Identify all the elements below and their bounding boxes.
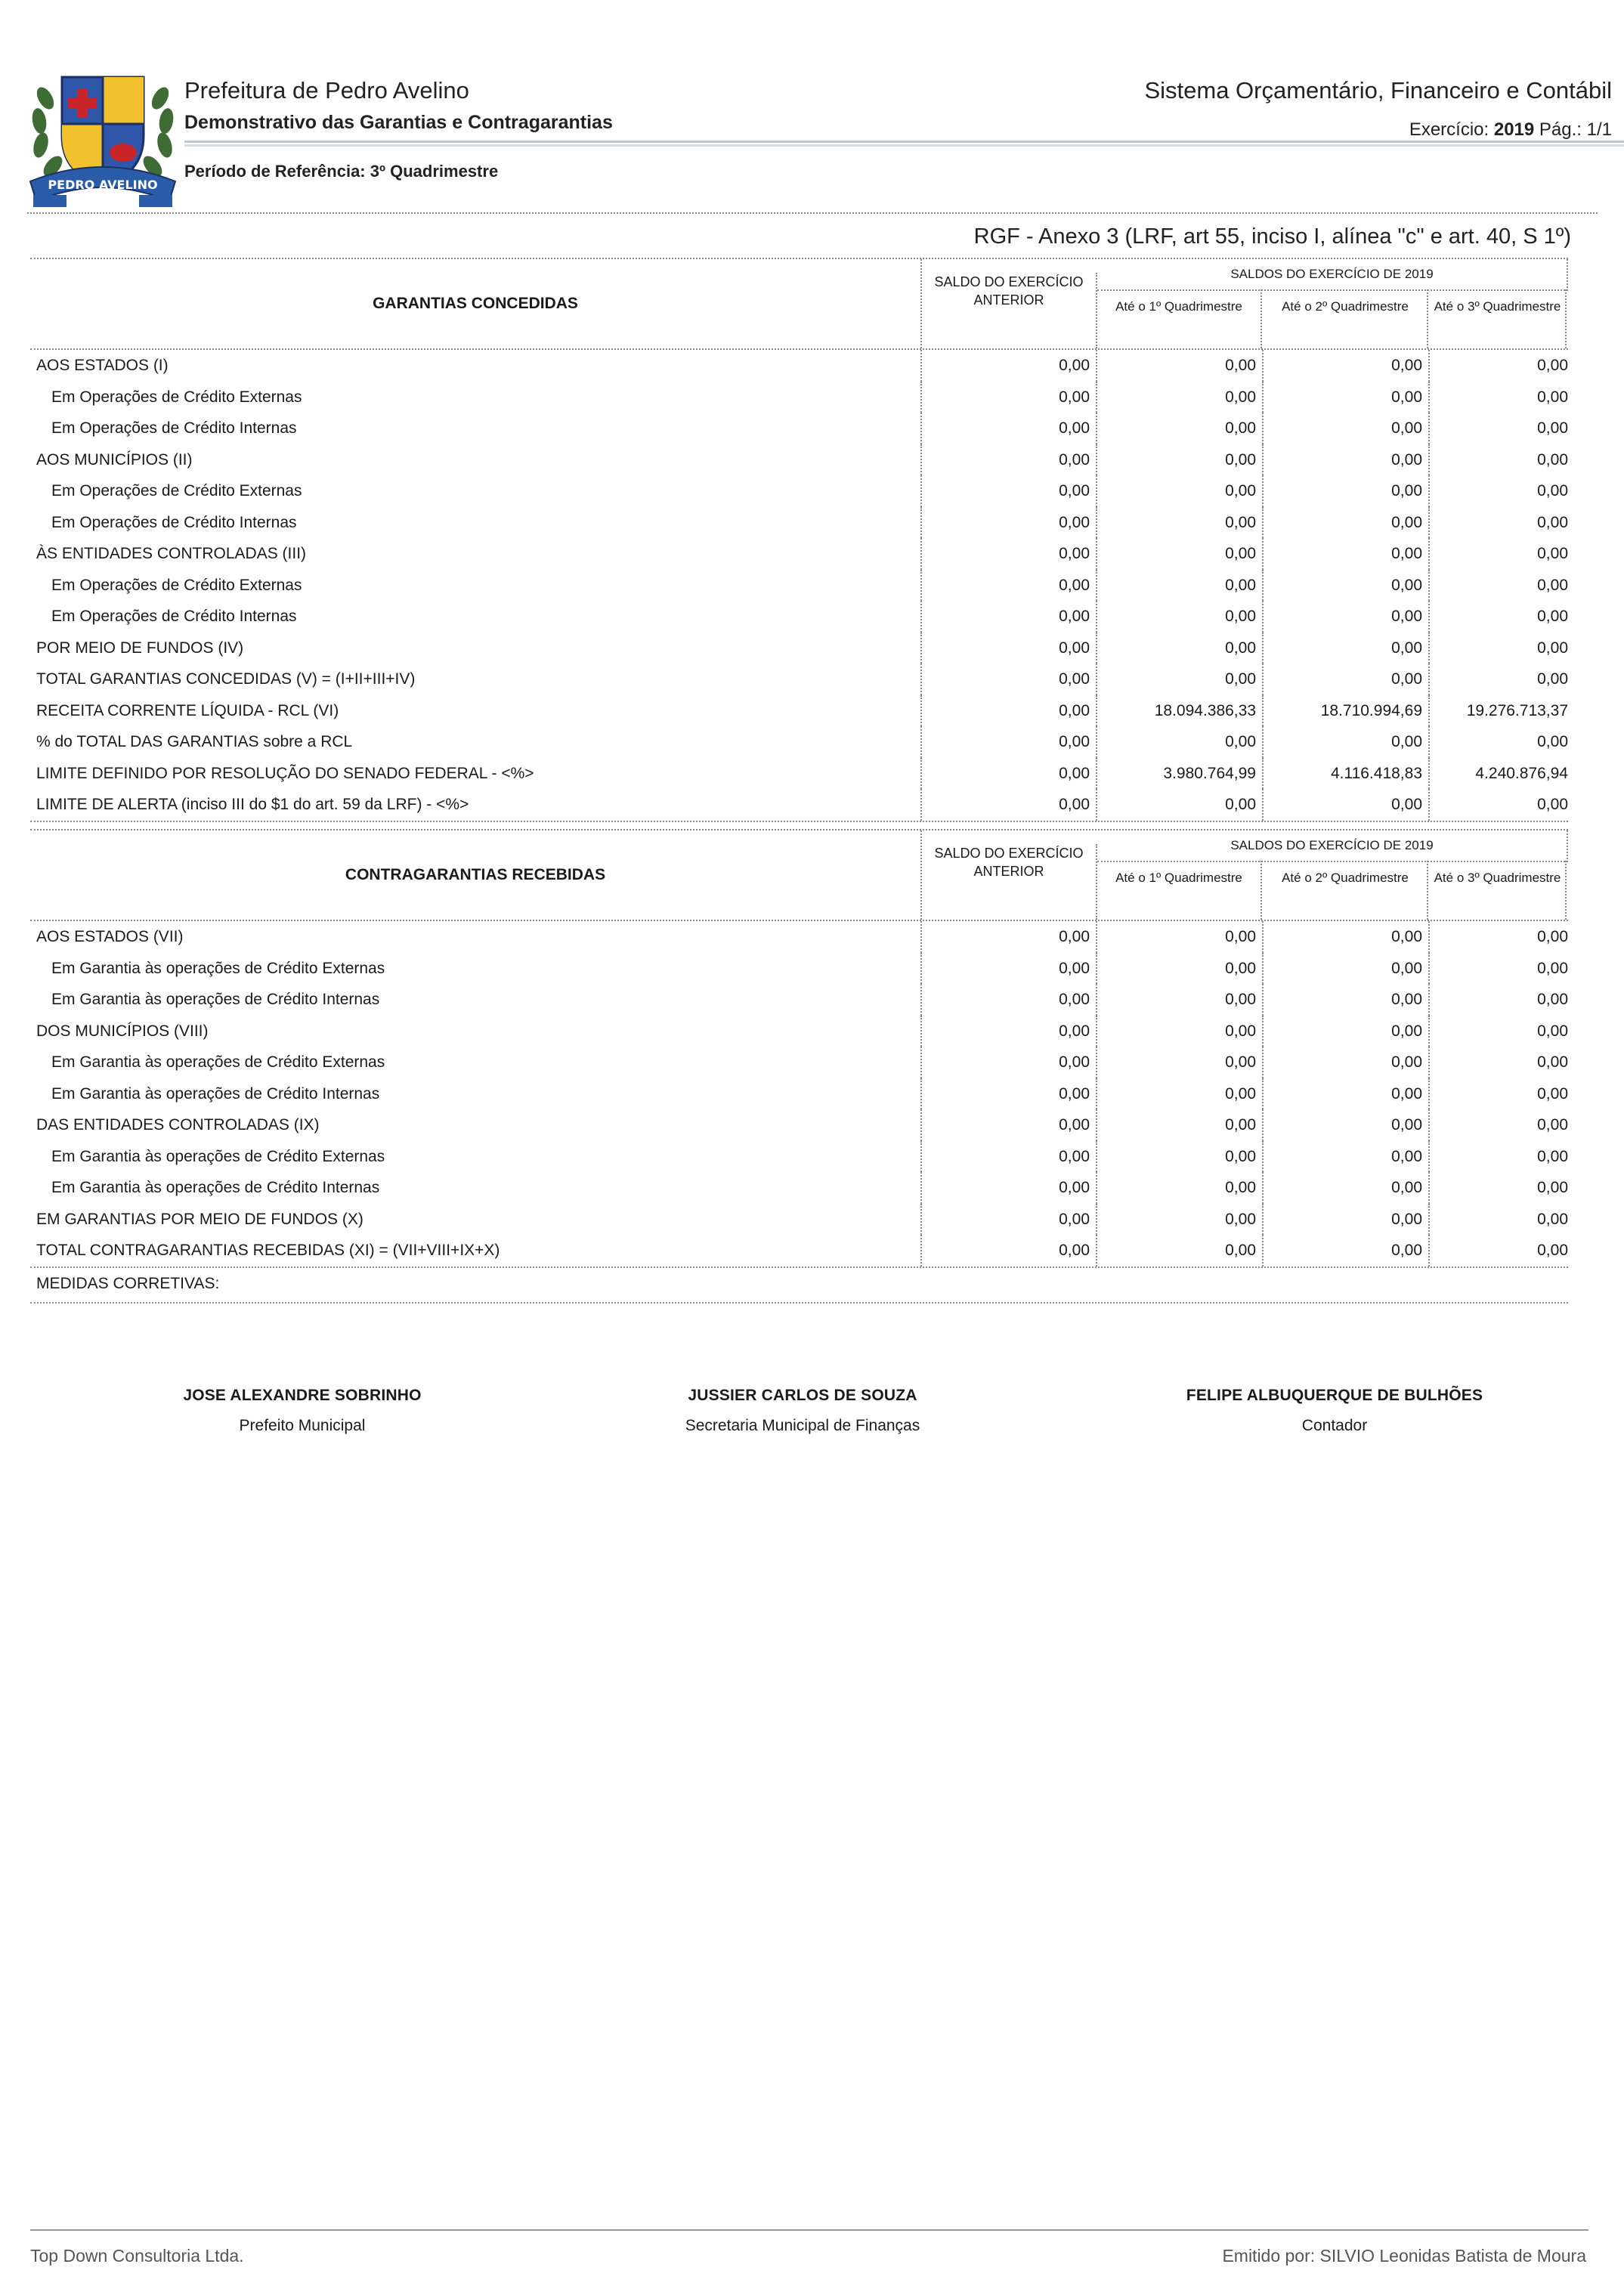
row-label-cell (30, 984, 922, 1016)
signature-finance-secretary (591, 1387, 1014, 1435)
signature-mayor (91, 1387, 514, 1435)
table-row (30, 758, 1568, 790)
row-label-cell (30, 601, 922, 633)
q3-value: 0,00 (1537, 1147, 1568, 1165)
row-label-cell (30, 382, 922, 413)
previous-balance-value: 0,00 (922, 953, 1097, 985)
q2-value: 0,00 (1264, 1047, 1430, 1078)
q3-value: 4.240.876,94 (1475, 764, 1568, 782)
q1-value: 0,00 (1097, 475, 1264, 507)
row-label: DAS ENTIDADES CONTROLADAS (IX) (36, 1116, 320, 1134)
row-label: Em Operações de Crédito Internas (51, 513, 297, 531)
previous-balance-value: 0,00 (922, 726, 1097, 758)
previous-balance-value: 0,00 (922, 601, 1097, 633)
period-balances-header: SALDOS DO EXERCÍCIO DE 2019 (1097, 259, 1568, 291)
q1-value: 0,00 (1097, 633, 1264, 664)
row-label-cell (30, 953, 922, 985)
row-label: Em Operações de Crédito Externas (51, 388, 302, 406)
q2-value: 0,00 (1264, 633, 1430, 664)
q3-value: 0,00 (1537, 545, 1568, 562)
q1-value: 0,00 (1097, 601, 1264, 633)
guarantees-table (30, 258, 1568, 822)
previous-balance-value: 0,00 (922, 663, 1097, 695)
q1-value: 0,00 (1097, 1172, 1264, 1204)
q3-value: 0,00 (1537, 419, 1568, 437)
q1-value: 0,00 (1097, 726, 1264, 758)
q1-value: 0,00 (1097, 1204, 1264, 1236)
q3-value: 0,00 (1537, 1210, 1568, 1228)
row-label-cell (30, 663, 922, 695)
signatory-role: Secretaria Municipal de Finanças (685, 1417, 920, 1434)
q2-header: Até o 2º Quadrimestre (1264, 289, 1428, 348)
q1-value: 0,00 (1097, 1109, 1264, 1141)
row-label-cell (30, 921, 922, 953)
table-row (30, 921, 1568, 953)
q2-value: 0,00 (1264, 475, 1430, 507)
period-balances-header: SALDOS DO EXERCÍCIO DE 2019 (1097, 830, 1568, 862)
q2-value: 0,00 (1264, 570, 1430, 602)
previous-balance-value: 0,00 (922, 984, 1097, 1016)
q1-value: 0,00 (1097, 953, 1264, 985)
table-row (30, 789, 1568, 821)
row-label-cell (30, 507, 922, 539)
q1-value: 0,00 (1097, 382, 1264, 413)
previous-balance-value: 0,00 (922, 413, 1097, 444)
row-label: Em Garantia às operações de Crédito Internas (51, 1179, 380, 1196)
previous-balance-header: SALDO DO EXERCÍCIO ANTERIOR (922, 844, 1097, 920)
signatory-name: JUSSIER CARLOS DE SOUZA (688, 1387, 917, 1404)
exercise-year: 2019 (1493, 119, 1535, 140)
table-row (30, 984, 1568, 1016)
q3-value: 0,00 (1537, 482, 1568, 500)
guarantees-table-header (30, 258, 1568, 350)
row-label: LIMITE DEFINIDO POR RESOLUÇÃO DO SENADO FEDERAL - <%> (36, 764, 534, 782)
table-row (30, 726, 1568, 758)
q3-value: 0,00 (1537, 1053, 1568, 1071)
system-name: Sistema Orçamentário, Financeiro e Contábil (1144, 77, 1612, 104)
q1-header: Até o 1º Quadrimestre (1097, 861, 1262, 920)
q1-value: 0,00 (1097, 1235, 1264, 1267)
table-row (30, 475, 1568, 507)
q1-value: 0,00 (1097, 413, 1264, 444)
q2-value: 0,00 (1264, 444, 1430, 476)
q3-value: 0,00 (1537, 733, 1568, 750)
q1-value: 0,00 (1097, 984, 1264, 1016)
q2-value: 0,00 (1264, 382, 1430, 413)
q3-value: 0,00 (1537, 670, 1568, 688)
table-row (30, 695, 1568, 727)
q2-value: 0,00 (1264, 984, 1430, 1016)
table-row (30, 382, 1568, 413)
previous-balance-value: 0,00 (922, 1235, 1097, 1267)
row-label-cell (30, 413, 922, 444)
coat-of-arms-logo (23, 68, 183, 212)
row-label: RECEITA CORRENTE LÍQUIDA - RCL (VI) (36, 701, 339, 719)
q1-value: 0,00 (1097, 789, 1264, 821)
row-label: EM GARANTIAS POR MEIO DE FUNDOS (X) (36, 1210, 363, 1228)
q2-value: 0,00 (1264, 726, 1430, 758)
previous-balance-value: 0,00 (922, 382, 1097, 413)
q2-value: 0,00 (1264, 1078, 1430, 1110)
footer-divider (30, 2229, 1588, 2231)
q2-value: 18.710.994,69 (1264, 695, 1430, 727)
table-row (30, 350, 1568, 382)
q3-value: 0,00 (1537, 1179, 1568, 1196)
q3-header: Até o 3º Quadrimestre (1430, 861, 1567, 920)
table-row (30, 1141, 1568, 1173)
row-label-cell (30, 1109, 922, 1141)
footer-company: Top Down Consultoria Ltda. (30, 2246, 244, 2266)
q1-value: 0,00 (1097, 1047, 1264, 1078)
row-label: Em Garantia às operações de Crédito Externas (51, 959, 385, 977)
previous-balance-value: 0,00 (922, 444, 1097, 476)
row-label: AOS ESTADOS (VII) (36, 928, 184, 945)
row-label: Em Operações de Crédito Externas (51, 482, 302, 500)
row-label-cell (30, 1016, 922, 1047)
row-label: Em Garantia às operações de Crédito Externas (51, 1053, 385, 1071)
q3-value: 0,00 (1537, 991, 1568, 1008)
previous-balance-value: 0,00 (922, 1204, 1097, 1236)
table-row (30, 1172, 1568, 1204)
q2-value: 0,00 (1264, 1235, 1430, 1267)
q1-value: 0,00 (1097, 921, 1264, 953)
q3-value: 0,00 (1537, 388, 1568, 406)
header-divider (184, 141, 1624, 147)
previous-balance-value: 0,00 (922, 633, 1097, 664)
guarantees-rows (30, 350, 1568, 822)
row-label: Em Garantia às operações de Crédito Internas (51, 991, 380, 1008)
q1-value: 0,00 (1097, 570, 1264, 602)
previous-balance-value: 0,00 (922, 1078, 1097, 1110)
q2-value: 0,00 (1264, 507, 1430, 539)
row-label-cell (30, 1141, 922, 1173)
counter-guarantees-table (30, 829, 1568, 1268)
q2-value: 0,00 (1264, 789, 1430, 821)
row-label-cell (30, 570, 922, 602)
q3-value: 0,00 (1537, 1116, 1568, 1134)
counter-guarantees-rows (30, 921, 1568, 1268)
table-row (30, 1109, 1568, 1141)
row-label-cell (30, 1204, 922, 1236)
previous-balance-value: 0,00 (922, 1109, 1097, 1141)
row-label: Em Garantia às operações de Crédito Externas (51, 1147, 385, 1165)
exercise-info (1409, 119, 1612, 141)
row-label: Em Operações de Crédito Internas (51, 608, 297, 625)
guarantees-title: GARANTIAS CONCEDIDAS (30, 259, 922, 348)
row-label: Em Operações de Crédito Internas (51, 419, 297, 437)
row-label: Em Garantia às operações de Crédito Internas (51, 1084, 380, 1103)
q1-value: 18.094.386,33 (1097, 695, 1264, 727)
reference-period: Período de Referência: 3º Quadrimestre (184, 162, 499, 181)
q3-header: Até o 3º Quadrimestre (1430, 289, 1567, 348)
q2-value: 0,00 (1264, 1016, 1430, 1047)
q3-value: 0,00 (1537, 357, 1568, 374)
previous-balance-value: 0,00 (922, 538, 1097, 570)
q3-value: 0,00 (1537, 959, 1568, 977)
row-label-cell (30, 758, 922, 790)
row-label: LIMITE DE ALERTA (inciso III do $1 do art. 59 da LRF) - <%> (36, 796, 469, 813)
previous-balance-value: 0,00 (922, 475, 1097, 507)
row-label: % do TOTAL DAS GARANTIAS sobre a RCL (36, 733, 353, 750)
row-label-cell (30, 633, 922, 664)
previous-balance-value: 0,00 (922, 789, 1097, 821)
row-label: POR MEIO DE FUNDOS (IV) (36, 639, 244, 657)
q2-value: 0,00 (1264, 953, 1430, 985)
footer-issued-by: Emitido por: SILVIO Leonidas Batista de Moura (1222, 2246, 1586, 2266)
q2-value: 4.116.418,83 (1264, 758, 1430, 790)
signatory-name: FELIPE ALBUQUERQUE DE BULHÕES (1186, 1387, 1483, 1404)
table-row (30, 1016, 1568, 1047)
previous-balance-value: 0,00 (922, 1141, 1097, 1173)
previous-balance-value: 0,00 (922, 1016, 1097, 1047)
q2-header: Até o 2º Quadrimestre (1264, 861, 1428, 920)
table-row (30, 601, 1568, 633)
q2-value: 0,00 (1264, 1141, 1430, 1173)
row-label-cell (30, 726, 922, 758)
row-label: TOTAL CONTRAGARANTIAS RECEBIDAS (XI) = (VII+VIII+IX+X) (36, 1242, 500, 1259)
previous-balance-value: 0,00 (922, 921, 1097, 953)
q1-value: 0,00 (1097, 1016, 1264, 1047)
q2-value: 0,00 (1264, 601, 1430, 633)
row-label: AOS MUNICÍPIOS (II) (36, 450, 193, 469)
previous-balance-value: 0,00 (922, 1047, 1097, 1078)
table-row (30, 1078, 1568, 1110)
q3-value: 0,00 (1537, 928, 1568, 945)
table-row (30, 538, 1568, 570)
previous-balance-value: 0,00 (922, 570, 1097, 602)
row-label: TOTAL GARANTIAS CONCEDIDAS (V) = (I+II+III+IV) (36, 670, 416, 688)
q3-value: 0,00 (1537, 450, 1568, 469)
signatory-name: JOSE ALEXANDRE SOBRINHO (183, 1387, 422, 1404)
q3-value: 0,00 (1537, 1242, 1568, 1259)
signatory-role: Prefeito Municipal (239, 1417, 366, 1434)
row-label-cell (30, 695, 922, 727)
corrective-measures-label: MEDIDAS CORRETIVAS: (36, 1275, 220, 1292)
row-label-cell (30, 475, 922, 507)
org-name: Prefeitura de Pedro Avelino (184, 77, 469, 104)
table-row (30, 507, 1568, 539)
q2-value: 0,00 (1264, 1204, 1430, 1236)
q1-value: 3.980.764,99 (1097, 758, 1264, 790)
header-dotted-divider (27, 212, 1598, 214)
table-row (30, 633, 1568, 664)
q1-value: 0,00 (1097, 1078, 1264, 1110)
q1-header: Até o 1º Quadrimestre (1097, 289, 1262, 348)
table-row (30, 1204, 1568, 1236)
row-label-cell (30, 1078, 922, 1110)
q2-value: 0,00 (1264, 1109, 1430, 1141)
page-number: Pág.: 1/1 (1539, 119, 1612, 140)
q3-value: 0,00 (1537, 639, 1568, 657)
table-row (30, 1235, 1568, 1267)
q3-value: 0,00 (1537, 1022, 1568, 1040)
row-label-cell (30, 350, 922, 382)
q1-value: 0,00 (1097, 350, 1264, 382)
signatory-role: Contador (1301, 1417, 1368, 1434)
q3-value: 0,00 (1537, 576, 1568, 594)
table-row (30, 413, 1568, 444)
q3-value: 0,00 (1537, 513, 1568, 531)
table-row (30, 663, 1568, 695)
q2-value: 0,00 (1264, 921, 1430, 953)
row-label-cell (30, 538, 922, 570)
signature-accountant (1123, 1387, 1546, 1435)
q2-value: 0,00 (1264, 413, 1430, 444)
q3-value: 19.276.713,37 (1466, 701, 1568, 719)
corrective-measures (30, 1266, 1568, 1304)
exercise-label: Exercício: (1409, 119, 1489, 140)
previous-balance-header: SALDO DO EXERCÍCIO ANTERIOR (922, 273, 1097, 348)
counter-guarantees-table-header (30, 829, 1568, 921)
q3-value: 0,00 (1537, 608, 1568, 625)
previous-balance-value: 0,00 (922, 1172, 1097, 1204)
row-label-cell (30, 789, 922, 821)
q2-value: 0,00 (1264, 663, 1430, 695)
q2-value: 0,00 (1264, 1172, 1430, 1204)
document-title: Demonstrativo das Garantias e Contragarantias (184, 112, 613, 133)
row-label: ÀS ENTIDADES CONTROLADAS (III) (36, 545, 307, 562)
q2-value: 0,00 (1264, 350, 1430, 382)
table-row (30, 1047, 1568, 1078)
q2-value: 0,00 (1264, 538, 1430, 570)
row-label: DOS MUNICÍPIOS (VIII) (36, 1022, 209, 1040)
annex-title: RGF - Anexo 3 (LRF, art 55, inciso I, alínea "c" e art. 40, S 1º) (973, 224, 1571, 249)
q1-value: 0,00 (1097, 507, 1264, 539)
svg-text:PEDRO AVELINO: PEDRO AVELINO (48, 178, 158, 192)
counter-guarantees-title: CONTRAGARANTIAS RECEBIDAS (30, 830, 922, 920)
q1-value: 0,00 (1097, 663, 1264, 695)
previous-balance-value: 0,00 (922, 350, 1097, 382)
previous-balance-value: 0,00 (922, 507, 1097, 539)
q1-value: 0,00 (1097, 538, 1264, 570)
row-label: Em Operações de Crédito Externas (51, 576, 302, 594)
q1-value: 0,00 (1097, 1141, 1264, 1173)
table-row (30, 953, 1568, 985)
q3-value: 0,00 (1537, 796, 1568, 813)
q3-value: 0,00 (1537, 1084, 1568, 1103)
row-label-cell (30, 1235, 922, 1267)
previous-balance-value: 0,00 (922, 758, 1097, 790)
previous-balance-value: 0,00 (922, 695, 1097, 727)
table-row (30, 570, 1568, 602)
table-row (30, 444, 1568, 476)
row-label-cell (30, 1047, 922, 1078)
row-label: AOS ESTADOS (I) (36, 357, 169, 374)
row-label-cell (30, 444, 922, 476)
q1-value: 0,00 (1097, 444, 1264, 476)
row-label-cell (30, 1172, 922, 1204)
